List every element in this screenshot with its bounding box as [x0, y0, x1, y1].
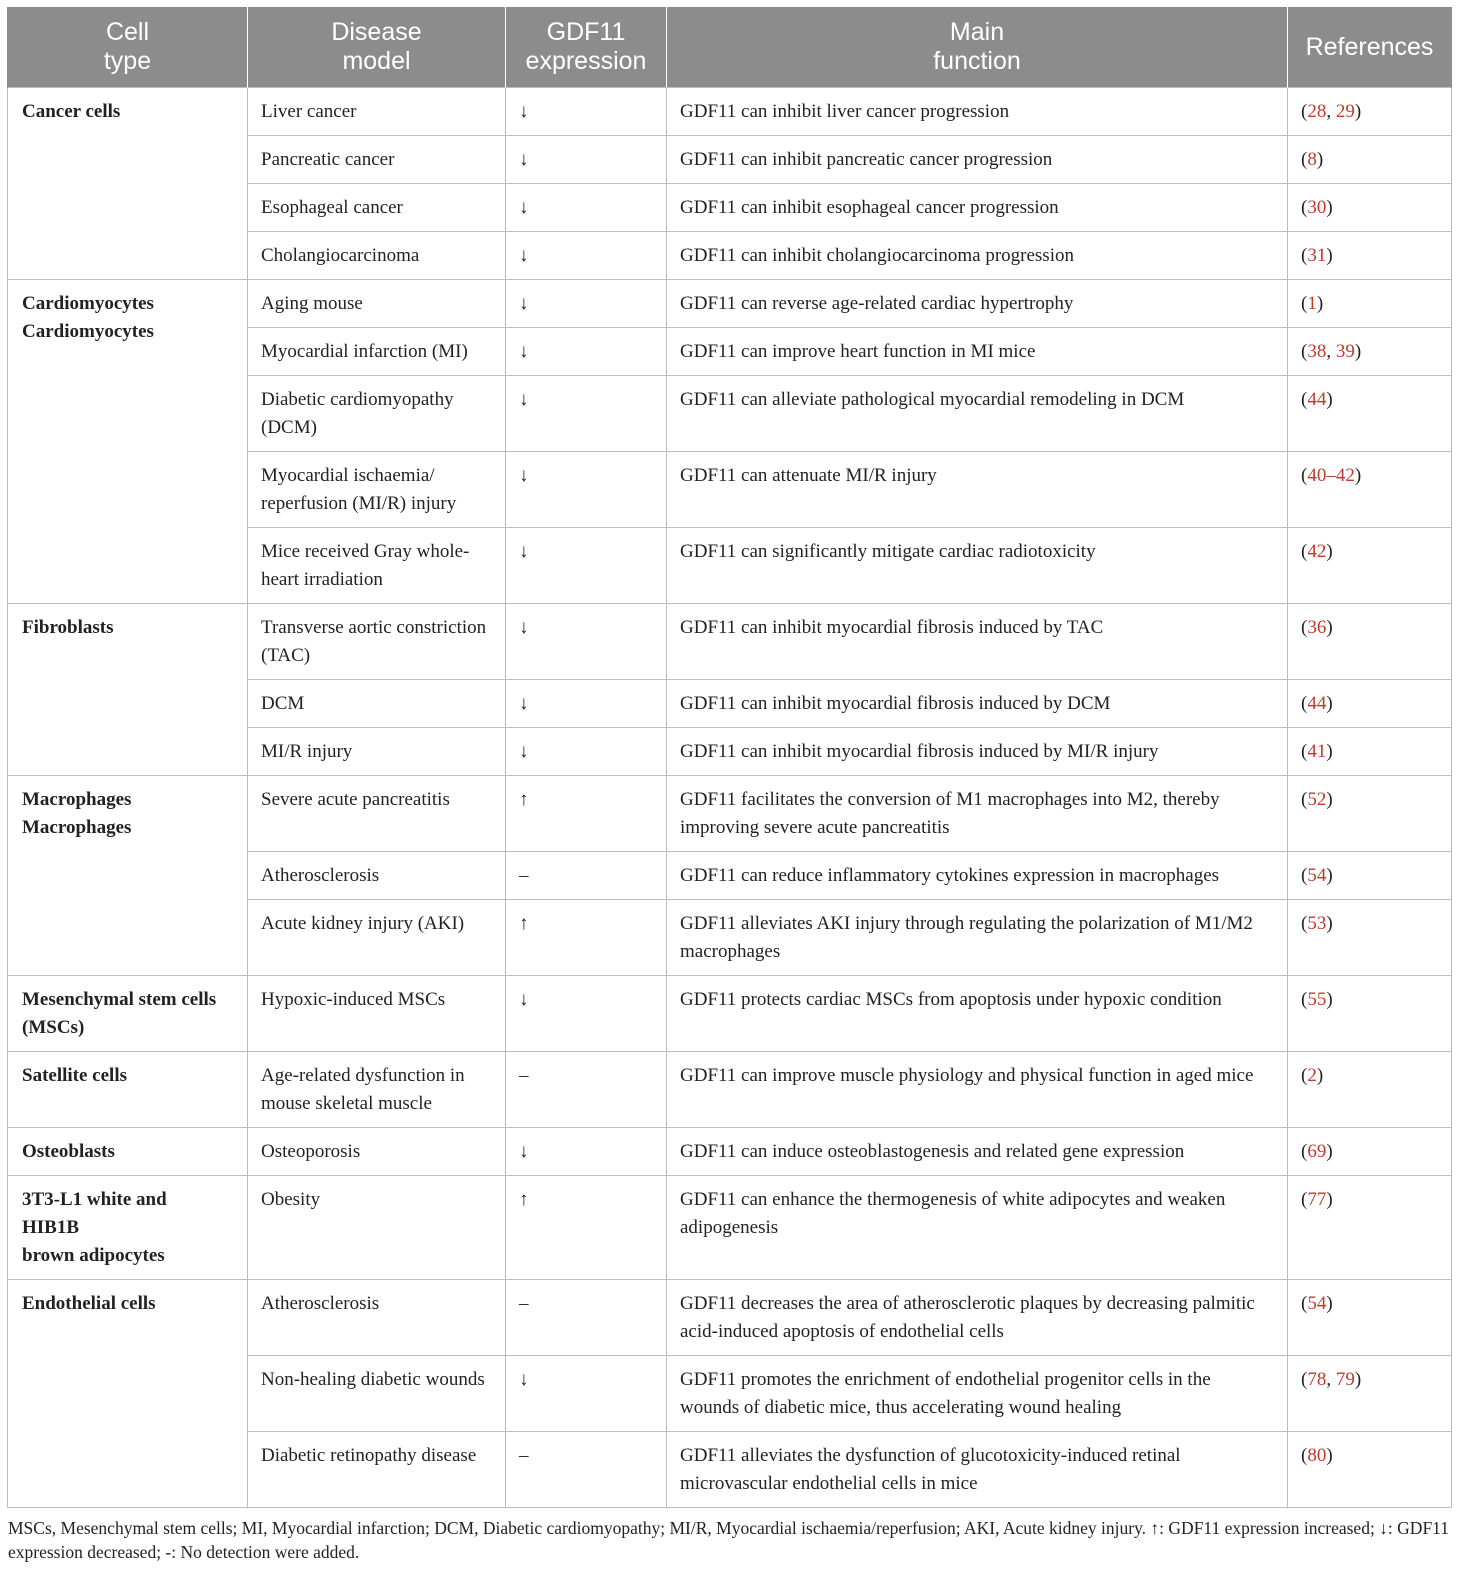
reference-punctuation: ( [1301, 149, 1308, 170]
expression-cell: ↓ [506, 136, 667, 184]
reference-punctuation: ) [1326, 741, 1333, 762]
disease-model-cell: Cholangiocarcinoma [248, 232, 506, 280]
expression-cell: – [506, 1052, 667, 1128]
reference-punctuation: ( [1301, 1065, 1308, 1086]
reference-punctuation: ) [1326, 865, 1333, 886]
cell-type-cell [8, 604, 248, 776]
reference-punctuation: ) [1326, 617, 1333, 638]
references-cell [1288, 900, 1452, 976]
reference-punctuation: ( [1301, 389, 1308, 410]
disease-model-cell: Osteoporosis [248, 1128, 506, 1176]
expression-cell: ↓ [506, 1128, 667, 1176]
reference-punctuation: ) [1326, 693, 1333, 714]
disease-model-cell: Diabetic cardiomyopathy (DCM) [248, 376, 506, 452]
reference-punctuation: ( [1301, 913, 1308, 934]
disease-model-cell: Acute kidney injury (AKI) [248, 900, 506, 976]
cell-type-label: brown adipocytes [22, 1245, 165, 1266]
reference-link[interactable]: 55 [1307, 989, 1327, 1010]
disease-model-cell: Severe acute pancreatitis [248, 776, 506, 852]
cell-type-cell [8, 280, 248, 604]
references-cell [1288, 976, 1452, 1052]
reference-punctuation: ) [1326, 1189, 1333, 1210]
reference-punctuation: ) [1354, 341, 1362, 362]
disease-model-cell: Age-related dysfunction in mouse skeletal muscle [248, 1052, 506, 1128]
reference-punctuation: ) [1326, 913, 1333, 934]
main-function-cell: GDF11 can inhibit myocardial fibrosis induced by DCM [667, 680, 1288, 728]
expression-cell: ↓ [506, 232, 667, 280]
main-function-cell: GDF11 can inhibit myocardial fibrosis induced by TAC [667, 604, 1288, 680]
references-cell [1288, 88, 1452, 136]
reference-punctuation: ( [1301, 789, 1308, 810]
table-row [8, 776, 1452, 852]
reference-link[interactable]: 44 [1307, 693, 1327, 714]
reference-punctuation: ) [1326, 1141, 1333, 1162]
reference-punctuation: ( [1301, 465, 1308, 486]
reference-punctuation: ) [1326, 389, 1333, 410]
table-row [8, 976, 1452, 1052]
cell-type-label: 3T3-L1 white and [22, 1189, 167, 1210]
references-cell [1288, 1052, 1452, 1128]
expression-cell: ↓ [506, 604, 667, 680]
cell-type-cell [8, 1176, 248, 1280]
expression-cell: ↓ [506, 528, 667, 604]
reference-punctuation: , [1326, 341, 1336, 362]
reference-punctuation: ) [1326, 1445, 1333, 1466]
expression-cell: ↓ [506, 728, 667, 776]
reference-link[interactable]: 41 [1307, 741, 1327, 762]
main-function-cell: GDF11 can inhibit liver cancer progression [667, 88, 1288, 136]
disease-model-cell: Atherosclerosis [248, 852, 506, 900]
reference-punctuation: ( [1301, 341, 1308, 362]
references-cell [1288, 280, 1452, 328]
disease-model-cell: Transverse aortic constriction (TAC) [248, 604, 506, 680]
disease-model-cell: Non-healing diabetic wounds [248, 1356, 506, 1432]
reference-punctuation: ) [1354, 465, 1362, 486]
disease-model-cell: Myocardial infarction (MI) [248, 328, 506, 376]
reference-link[interactable]: 40–42 [1307, 465, 1355, 486]
references-cell [1288, 1356, 1452, 1432]
main-function-cell: GDF11 can inhibit cholangiocarcinoma progression [667, 232, 1288, 280]
references-cell [1288, 1128, 1452, 1176]
reference-punctuation: ( [1301, 1293, 1308, 1314]
reference-punctuation: ( [1301, 741, 1308, 762]
reference-punctuation: ) [1326, 541, 1333, 562]
disease-model-cell: Hypoxic-induced MSCs [248, 976, 506, 1052]
header-row [8, 7, 1452, 88]
reference-punctuation: ( [1301, 617, 1308, 638]
reference-link[interactable]: 39 [1335, 341, 1355, 362]
expression-cell: ↑ [506, 776, 667, 852]
references-cell [1288, 604, 1452, 680]
main-function-cell: GDF11 promotes the enrichment of endothelial progenitor cells in the wounds of diabetic mice, thus accelerating wound healing [667, 1356, 1288, 1432]
reference-punctuation: ( [1301, 1141, 1308, 1162]
main-function-cell: GDF11 can reduce inflammatory cytokines expression in macrophages [667, 852, 1288, 900]
cell-type-label: Endothelial cells [22, 1293, 156, 1314]
reference-punctuation: ( [1301, 197, 1308, 218]
disease-model-cell: MI/R injury [248, 728, 506, 776]
reference-punctuation: ( [1301, 989, 1308, 1010]
reference-link[interactable]: 2 [1307, 1065, 1317, 1086]
expression-cell: ↓ [506, 280, 667, 328]
reference-link[interactable]: 79 [1335, 1369, 1355, 1390]
reference-punctuation: ( [1301, 865, 1308, 886]
main-function-cell: GDF11 can significantly mitigate cardiac radiotoxicity [667, 528, 1288, 604]
main-function-cell: GDF11 can alleviate pathological myocardial remodeling in DCM [667, 376, 1288, 452]
reference-punctuation: ( [1301, 293, 1308, 314]
reference-punctuation: , [1326, 1369, 1336, 1390]
expression-cell: – [506, 852, 667, 900]
references-cell [1288, 328, 1452, 376]
table-row [8, 88, 1452, 136]
cell-type-cell [8, 976, 248, 1052]
reference-punctuation: ( [1301, 693, 1308, 714]
disease-model-cell: Esophageal cancer [248, 184, 506, 232]
main-function-cell: GDF11 can reverse age-related cardiac hypertrophy [667, 280, 1288, 328]
cell-type-label: Macrophages [22, 817, 132, 838]
gdf11-table [7, 7, 1452, 1508]
reference-link[interactable]: 52 [1307, 789, 1327, 810]
reference-link[interactable]: 28 [1307, 101, 1327, 122]
references-cell [1288, 136, 1452, 184]
cell-type-cell [8, 1052, 248, 1128]
main-function-cell: GDF11 protects cardiac MSCs from apoptosis under hypoxic condition [667, 976, 1288, 1052]
cell-type-cell [8, 1280, 248, 1508]
table-row [8, 1176, 1452, 1280]
expression-cell: ↓ [506, 88, 667, 136]
references-cell [1288, 728, 1452, 776]
reference-link[interactable]: 44 [1307, 389, 1327, 410]
header-cell-type: Cell type [8, 7, 248, 88]
reference-link[interactable]: 53 [1307, 913, 1327, 934]
main-function-cell: GDF11 decreases the area of atherosclerotic plaques by decreasing palmitic acid-induced apoptosis of endothelial cells [667, 1280, 1288, 1356]
expression-cell: ↓ [506, 184, 667, 232]
references-cell [1288, 852, 1452, 900]
reference-punctuation: , [1326, 101, 1336, 122]
expression-cell: – [506, 1280, 667, 1356]
table-row [8, 1280, 1452, 1356]
reference-punctuation: ( [1301, 1445, 1308, 1466]
references-cell [1288, 776, 1452, 852]
cell-type-label: Osteoblasts [22, 1141, 115, 1162]
table-body [8, 88, 1452, 1508]
reference-link[interactable]: 29 [1335, 101, 1355, 122]
table-row [8, 1052, 1452, 1128]
main-function-cell: GDF11 can inhibit pancreatic cancer progression [667, 136, 1288, 184]
disease-model-cell: Pancreatic cancer [248, 136, 506, 184]
table-row [8, 604, 1452, 680]
reference-punctuation: ) [1326, 197, 1333, 218]
references-cell [1288, 232, 1452, 280]
references-cell [1288, 528, 1452, 604]
expression-cell: ↓ [506, 680, 667, 728]
reference-link[interactable]: 77 [1307, 1189, 1327, 1210]
expression-cell: ↓ [506, 976, 667, 1052]
disease-model-cell: Atherosclerosis [248, 1280, 506, 1356]
cell-type-label: Mesenchymal stem cells (MSCs) [22, 989, 217, 1038]
main-function-cell: GDF11 facilitates the conversion of M1 macrophages into M2, thereby improving severe acute pancreatitis [667, 776, 1288, 852]
reference-link[interactable]: 36 [1307, 617, 1327, 638]
expression-cell: ↑ [506, 900, 667, 976]
reference-punctuation: ) [1326, 789, 1333, 810]
disease-model-cell: Aging mouse [248, 280, 506, 328]
reference-link[interactable]: 30 [1307, 197, 1327, 218]
reference-link[interactable]: 80 [1307, 1445, 1327, 1466]
reference-punctuation: ) [1316, 1065, 1324, 1086]
disease-model-cell: Myocardial ischaemia/ reperfusion (MI/R) injury [248, 452, 506, 528]
main-function-cell: GDF11 can improve heart function in MI mice [667, 328, 1288, 376]
disease-model-cell: DCM [248, 680, 506, 728]
main-function-cell: GDF11 can enhance the thermogenesis of white adipocytes and weaken adipogenesis [667, 1176, 1288, 1280]
cell-type-label: Satellite cells [22, 1065, 127, 1086]
disease-model-cell: Diabetic retinopathy disease [248, 1432, 506, 1508]
disease-model-cell: Liver cancer [248, 88, 506, 136]
cell-type-label: Cardiomyocytes [22, 321, 154, 342]
cell-type-cell [8, 88, 248, 280]
expression-cell: – [506, 1432, 667, 1508]
reference-punctuation: ) [1316, 149, 1324, 170]
cell-type-label: Cardiomyocytes [22, 293, 154, 314]
header-main-function: Main function [667, 7, 1288, 88]
reference-punctuation: ) [1326, 989, 1333, 1010]
expression-cell: ↓ [506, 452, 667, 528]
references-cell [1288, 1432, 1452, 1508]
references-cell [1288, 184, 1452, 232]
references-cell [1288, 680, 1452, 728]
header-references: References [1288, 7, 1452, 88]
reference-link[interactable]: 38 [1307, 341, 1327, 362]
reference-punctuation: ( [1301, 245, 1308, 266]
main-function-cell: GDF11 can improve muscle physiology and physical function in aged mice [667, 1052, 1288, 1128]
header-disease-model: Disease model [248, 7, 506, 88]
expression-cell: ↓ [506, 376, 667, 452]
reference-link[interactable]: 78 [1307, 1369, 1327, 1390]
header-gdf11-expression: GDF11 expression [506, 7, 667, 88]
cell-type-label: Cancer cells [22, 101, 121, 122]
references-cell [1288, 376, 1452, 452]
reference-punctuation: ( [1301, 541, 1308, 562]
reference-punctuation: ) [1326, 245, 1333, 266]
reference-link[interactable]: 1 [1307, 293, 1317, 314]
main-function-cell: GDF11 can induce osteoblastogenesis and related gene expression [667, 1128, 1288, 1176]
main-function-cell: GDF11 alleviates AKI injury through regulating the polarization of M1/M2 macrophages [667, 900, 1288, 976]
reference-link[interactable]: 8 [1307, 149, 1317, 170]
main-function-cell: GDF11 can inhibit esophageal cancer progression [667, 184, 1288, 232]
table-container [7, 7, 1451, 1564]
reference-link[interactable]: 54 [1307, 1293, 1327, 1314]
main-function-cell: GDF11 can inhibit myocardial fibrosis induced by MI/R injury [667, 728, 1288, 776]
table-row [8, 280, 1452, 328]
references-cell [1288, 1176, 1452, 1280]
main-function-cell: GDF11 alleviates the dysfunction of glucotoxicity-induced retinal microvascular endothelial cells in mice [667, 1432, 1288, 1508]
cell-type-cell [8, 776, 248, 976]
reference-punctuation: ( [1301, 1189, 1308, 1210]
reference-link[interactable]: 42 [1307, 541, 1327, 562]
expression-cell: ↑ [506, 1176, 667, 1280]
reference-link[interactable]: 31 [1307, 245, 1327, 266]
cell-type-cell [8, 1128, 248, 1176]
expression-cell: ↓ [506, 328, 667, 376]
main-function-cell: GDF11 can attenuate MI/R injury [667, 452, 1288, 528]
reference-punctuation: ( [1301, 1369, 1308, 1390]
disease-model-cell: Mice received Gray whole-heart irradiation [248, 528, 506, 604]
references-cell [1288, 1280, 1452, 1356]
reference-link[interactable]: 69 [1307, 1141, 1327, 1162]
table-row [8, 1128, 1452, 1176]
reference-punctuation: ) [1354, 101, 1362, 122]
expression-cell: ↓ [506, 1356, 667, 1432]
cell-type-label: Macrophages [22, 789, 132, 810]
cell-type-label: HIB1B [22, 1217, 80, 1238]
reference-link[interactable]: 54 [1307, 865, 1327, 886]
reference-punctuation: ) [1354, 1369, 1362, 1390]
disease-model-cell: Obesity [248, 1176, 506, 1280]
references-cell [1288, 452, 1452, 528]
reference-punctuation: ) [1316, 293, 1324, 314]
reference-punctuation: ) [1326, 1293, 1333, 1314]
cell-type-label: Fibroblasts [22, 617, 114, 638]
reference-punctuation: ( [1301, 101, 1308, 122]
table-footnote: MSCs, Mesenchymal stem cells; MI, Myocardial infarction; DCM, Diabetic cardiomyopathy; MI/R, Myocardial ischaemia/reperfusion; AKI, Acute kidney injury. ↑: GDF11 expression increased; ↓: GDF11 expression decreased; -: No detection were added. [8, 1518, 1450, 1562]
